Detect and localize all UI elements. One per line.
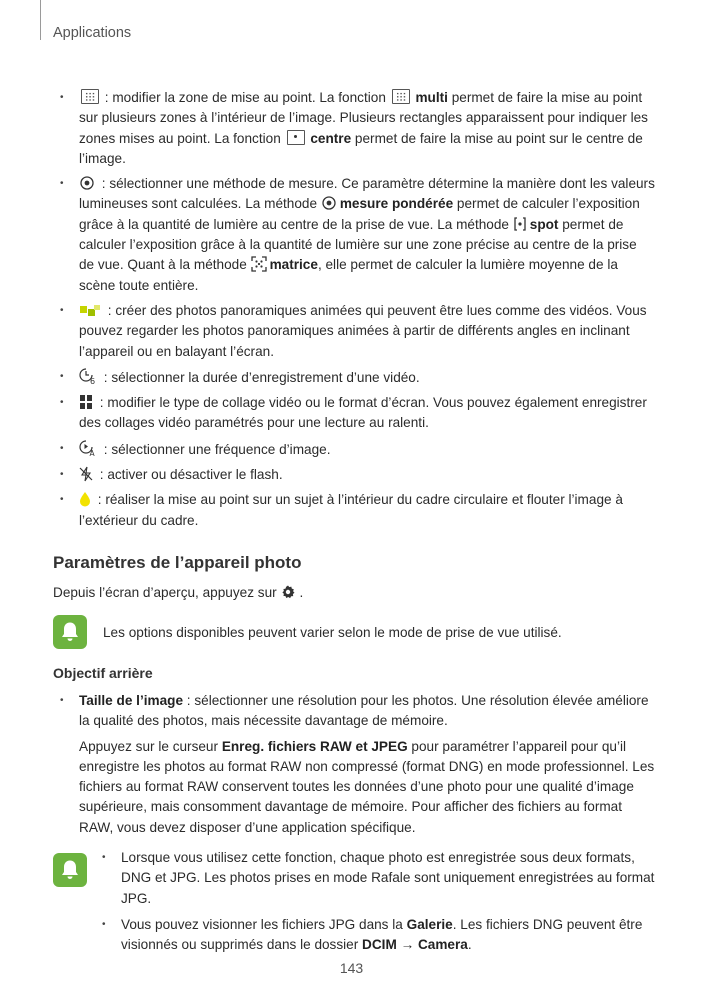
note-icon: [53, 853, 87, 887]
list-item: • : activer ou désactiver le flash.: [55, 465, 655, 485]
section-intro: Depuis l’écran d’aperçu, appuyez sur .: [53, 584, 304, 600]
list-item: • A : sélectionner une fréquence d’image.: [55, 439, 655, 460]
page-header: Applications: [53, 25, 132, 41]
selective-focus-icon: [79, 491, 91, 507]
svg-text:A: • A: [89, 448, 95, 457]
list-item: • : sélectionner une méthode de mesure. Ce paramètre détermine la manière dont les valeurs lumineuses sont calculées. La méthode mesure pondérée permet de calculer l’exposition grâce à la quantité de lumière au centre de la prise de vue. La méthode spot permet de calculer l’exposition grâce à la quantité de lumière sur une zone précise au centre de la prise de vue. Quant à la méthode matrice, elle permet de calculer la lumière moyenne de la scène toute entière.: [55, 174, 655, 296]
note-list: [97, 848, 655, 955]
note: Les options disponibles peuvent varier selon le mode de prise de vue utilisé.: [53, 615, 655, 649]
list-item: • : réaliser la mise au point sur un sujet à l’intérieur du cadre circulaire et flouter l’image à l’extérieur du cadre.: [55, 490, 655, 531]
svg-text:6: • 6: [90, 376, 96, 385]
raw-paragraph: Appuyez sur le curseur Enreg. fichiers RAW et JPEG pour paramétrer l’appareil pour qu’il enregistre les photos au format RAW non compressé (format DNG) en mode professionnel. Les fichiers au format RAW conservent toutes les données d’une photo pour une qualité d’image supérieure, mais consomment davantage de mémoire. Pour afficher des fichiers au format RAW, vous devez disposer d’une application spécifique.: [79, 738, 655, 835]
panorama-icon: [79, 304, 101, 318]
matrix-icon: [251, 256, 267, 272]
metering-icon: [79, 175, 95, 191]
header-rule: [40, 0, 41, 40]
list-item: • Lorsque vous utilisez cette fonction, chaque photo est enregistrée sous deux formats, DNG et JPG. Les photos prises en mode Rafale sont uniquement enregistrées au format JPG.: [97, 848, 655, 909]
list-item: • : modifier le type de collage vidéo ou le format d’écran. Vous pouvez également enregistrer des collages vidéo paramétrés pour une lecture au ralenti.: [55, 393, 655, 434]
list-item: • : modifier la zone de mise au point. La fonction multi permet de faire la mise au point sur plusieurs zones à l’intérieur de l’image. Plusieurs rectangles apparaissent pour indiquer les zones mises au point. La fonction centre permet de faire la mise au point sur le centre de l’image.: [55, 88, 655, 169]
subsection-title: Objectif arrière: [53, 664, 153, 681]
note-icon: [53, 615, 87, 649]
frame-rate-icon: [79, 439, 97, 457]
gear-icon: [280, 584, 296, 600]
note: [53, 848, 655, 955]
flash-off-icon: [79, 466, 93, 482]
page-number: 143: [339, 960, 364, 976]
list-item: • Vous pouvez visionner les fichiers JPG dans la Galerie. Les fichiers DNG peuvent être visionnés ou supprimés dans le dossier DCIM → Camera.: [97, 915, 655, 956]
section-title: Paramètres de l’appareil photo: [53, 552, 302, 572]
multi-focus-icon: [392, 89, 410, 104]
timer-icon: [79, 367, 97, 385]
list-item: • Taille de l’image : sélectionner une résolution pour les photos. Une résolution élevée améliore la qualité des photos, mais nécessite davantage de mémoire.: [55, 691, 655, 732]
center-weighted-icon: [321, 195, 337, 211]
focus-area-icon: [81, 89, 99, 104]
spot-icon: [513, 216, 527, 232]
collage-icon: [79, 394, 93, 410]
list-item: • : créer des photos panoramiques animées qui peuvent être lues comme des vidéos. Vous pouvez regarder les photos panoramiques animées à partir de différents angles en inclinant l’appareil ou en balayant l’écran.: [55, 301, 655, 362]
center-focus-icon: [287, 130, 305, 145]
list-item: • 6 : sélectionner la durée d’enregistrement d’une vidéo.: [55, 367, 655, 388]
page-content: [55, 88, 655, 962]
